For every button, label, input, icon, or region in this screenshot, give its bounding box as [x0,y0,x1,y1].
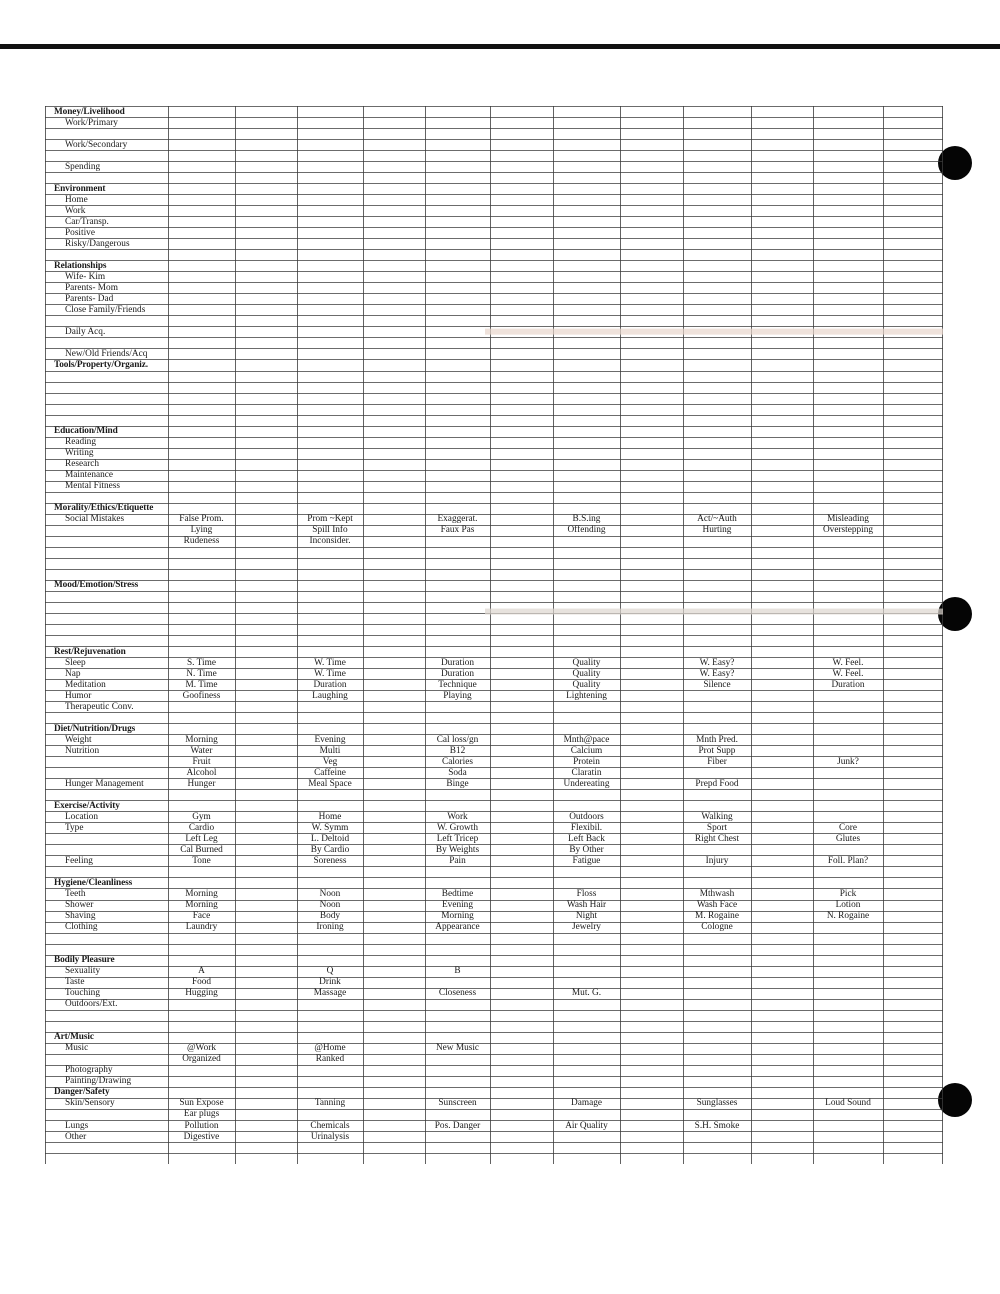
section-heading: Rest/Rejuvenation [54,646,126,657]
tracking-item: L. Deltoid [310,833,350,844]
row-label: Touching [65,988,100,999]
row-label: Type [65,822,84,833]
tracking-item: Binge [446,778,469,789]
tracking-item: New Music [435,1043,480,1054]
tracking-item: Core [838,822,858,833]
row-label: Work/Secondary [65,139,128,150]
row-label: Risky/Dangerous [65,238,130,249]
tracking-item: Air Quality [565,1120,608,1131]
tracking-item: Quality [572,679,601,690]
tracking-item: Night [575,911,598,922]
tracking-item: Lying [190,525,213,536]
row-label: Sexuality [65,966,101,977]
tracking-item: W. Easy? [699,668,735,679]
tracking-item: Overstepping [822,525,874,536]
tracking-item: Ranked [315,1054,345,1065]
tracking-item: Glutes [835,833,861,844]
tracking-item: Laundry [185,922,218,933]
scan-top-edge [0,44,1000,49]
tracking-item: Pos. Danger [434,1120,481,1131]
row-label: Home [65,194,88,205]
tracking-item: Noon [319,900,341,911]
tracking-item: N. Rogaine [826,911,870,922]
tracking-item: Fatigue [572,856,601,867]
tracking-item: Bedtime [441,889,474,900]
tracking-item: Hugging [185,988,218,999]
tracking-item: Evening [442,900,473,911]
tracking-item: Lotion [835,900,861,911]
tracking-item: B [454,966,461,977]
row-label: Taste [65,977,85,988]
tracking-item: W. Time [314,668,346,679]
tracking-item: Morning [185,889,218,900]
tracking-item: Work [447,811,468,822]
section-heading: Education/Mind [54,426,118,437]
tracking-item: Massage [313,988,347,999]
tracking-item: Sport [706,822,728,833]
tracking-item: Soreness [313,856,347,867]
tracking-item: Left Tricep [436,833,479,844]
tracking-item: Undereating [563,778,610,789]
tracking-item: M. Time [185,679,218,690]
row-label: Positive [65,227,95,238]
tracking-item: Body [319,911,341,922]
tracking-item: Inconsider. [309,536,351,547]
row-label: Meditation [65,679,106,690]
binder-hole-top [938,146,972,180]
tracking-item: Silence [703,679,731,690]
tracking-item: Wash Face [696,900,738,911]
tracking-item: Injury [705,856,729,867]
tracking-item: Chemicals [310,1120,350,1131]
tracking-item: @Home [314,1043,346,1054]
tracking-item: Digestive [183,1131,220,1142]
tracking-item: Hurting [702,525,732,536]
row-label: Writing [65,448,94,459]
row-label: Work/Primary [65,117,118,128]
tracking-item: Cal loss/gn [436,734,479,745]
tracking-item: S.H. Smoke [694,1120,740,1131]
row-label: Maintenance [65,470,114,481]
tracking-item: Food [191,977,212,988]
tracking-item: B12 [449,745,466,756]
row-label: Feeling [65,856,93,867]
tracking-item: W. Feel. [832,668,864,679]
tracking-item: Q [326,966,334,977]
row-label: Weight [65,734,92,745]
tracking-item: B.S.ing [572,514,601,525]
tracking-item: Mut. G. [571,988,602,999]
tracking-item: Floss [576,889,597,900]
tracking-item: Act/~Auth [697,514,737,525]
section-heading: Exercise/Activity [54,800,120,811]
tracking-item: Duration [440,657,475,668]
section-heading: Environment [54,183,106,194]
tracking-item: Exaggerat. [437,514,478,525]
row-label: Shaving [65,911,96,922]
row-label: Nap [65,668,81,679]
tracking-item: Home [318,811,342,822]
tracking-item: Urinalysis [310,1131,350,1142]
tracking-item: Walking [701,811,733,822]
tracking-item: Cologne [701,922,733,933]
row-label: Therapeutic Conv. [65,701,134,712]
tracking-item: Lightening [566,690,607,701]
section-heading: Relationships [54,260,107,271]
tracking-item: Mthwash [699,889,735,900]
row-label: Photography [65,1065,113,1076]
binder-hole-bottom [938,1083,972,1117]
row-label: Social Mistakes [65,514,125,525]
section-heading: Tools/Property/Organiz. [54,360,149,371]
tracking-item: Jewelry [572,922,601,933]
tracking-item: Morning [185,734,218,745]
tracking-item: Pollution [184,1120,219,1131]
tracking-item: Sunscreen [438,1098,477,1109]
tracking-item: Foll. Plan? [827,856,869,867]
tracking-item: Duration [831,679,865,690]
tracking-item: Calories [442,756,473,767]
row-label: Daily Acq. [65,327,106,338]
tracking-item: False Prom. [179,514,224,525]
tracking-item: W. Feel. [832,657,864,668]
row-label: Painting/Drawing [65,1076,132,1087]
row-label: Parents- Mom [65,282,118,293]
tracking-item: Left Leg [185,833,218,844]
row-label: Music [65,1043,89,1054]
tracking-item: Protein [573,756,600,767]
tracking-item: Junk? [837,756,859,767]
row-label: Hunger Management [65,778,144,789]
row-label: Reading [65,437,96,448]
tracking-item: Veg [322,756,338,767]
tracking-item: Goofiness [182,690,221,701]
section-heading: Morality/Ethics/Etiquette [54,503,154,514]
paper-fold-mark [485,609,943,615]
row-label: Clothing [65,922,98,933]
tracking-item: Wash Hair [566,900,607,911]
section-heading: Hygiene/Cleanliness [54,878,133,889]
tracking-item: Evening [314,734,346,745]
section-heading: Bodily Pleasure [54,955,115,966]
tracking-item: Noon [319,889,341,900]
tracking-item: Prom ~Kept [307,514,353,525]
tracking-item: Rudeness [183,536,220,547]
tracking-item: Playing [443,690,472,701]
tracking-item: By Cardio [310,844,350,855]
tracking-item: Prepd Food [695,778,739,789]
tracking-item: Loud Sound [825,1098,871,1109]
tracking-item: By Other [569,844,604,855]
tracking-item: Technique [438,679,477,690]
tracking-item: Alcohol [186,767,217,778]
tracking-item: Cardio [188,822,215,833]
tracking-item: S. Time [187,657,216,668]
tracking-item: Fruit [192,756,211,767]
tracking-item: Sunglasses [696,1098,738,1109]
tracking-item: Soda [448,767,467,778]
tracking-item: Gym [192,811,211,822]
tracking-item: Morning [185,900,218,911]
tracking-item: Outdoors [569,811,604,822]
tracking-item: Claratin [571,767,602,778]
tracking-item: Pain [449,856,466,867]
tracking-item: Duration [440,668,475,679]
tracking-item: Prot Supp [698,745,736,756]
row-label: Parents- Dad [65,293,114,304]
row-label: Research [65,459,100,470]
tracking-item: N. Time [186,668,217,679]
tracking-item: Offending [567,525,606,536]
row-label: Location [65,811,99,822]
tracking-item: Flexibil. [570,822,603,833]
row-label: Lungs [65,1120,89,1131]
row-label: Sleep [65,657,86,668]
row-label: Car/Transp. [65,216,109,227]
tracking-worksheet [45,106,943,1164]
tracking-item: Spill Info [312,525,348,536]
tracking-item: By Weights [435,844,480,855]
tracking-item: Organized [182,1054,221,1065]
section-heading: Danger/Safety [54,1087,110,1098]
tracking-item: Water [190,745,213,756]
tracking-item: Multi [319,745,341,756]
worksheet-grid [45,106,943,1164]
tracking-item: Hunger [187,778,216,789]
tracking-item: Laughing [312,690,348,701]
row-label: Shower [65,900,94,911]
tracking-item: Tone [192,856,211,867]
binder-hole-middle [938,597,972,631]
row-label: Close Family/Friends [65,304,146,315]
tracking-item: Closeness [438,988,477,999]
tracking-item: Ironing [316,922,344,933]
section-heading: Mood/Emotion/Stress [54,580,139,591]
row-label: Outdoors/Ext. [65,999,118,1010]
tracking-item: Drink [319,977,341,988]
row-label: Wife- Kim [65,271,106,282]
tracking-item: Caffeine [314,767,346,778]
row-label: Teeth [65,889,86,900]
tracking-item: W. Growth [437,822,478,833]
row-label: Nutrition [65,745,100,756]
tracking-item: Sun Expose [179,1098,224,1109]
tracking-item: Morning [441,911,474,922]
row-label: Skin/Sensory [65,1098,115,1109]
section-heading: Art/Music [54,1032,94,1043]
row-label: Spending [65,161,101,172]
row-label: New/Old Friends/Acq [65,349,148,360]
tracking-item: Mnth@pace [563,734,610,745]
row-label: Mental Fitness [65,481,121,492]
row-label: Other [65,1131,87,1142]
tracking-item: Meal Space [308,778,352,789]
tracking-item: Fiber [707,756,727,767]
tracking-item: Quality [572,657,601,668]
tracking-item: Quality [572,668,601,679]
tracking-item: Damage [571,1098,602,1109]
tracking-item: Duration [313,679,347,690]
tracking-item: Right Chest [694,833,740,844]
tracking-item: Appearance [435,922,480,933]
tracking-item: W. Easy? [699,657,735,668]
tracking-item: Faux Pas [440,525,475,536]
paper-fold-mark [485,329,943,335]
tracking-item: Pick [839,889,857,900]
section-heading: Diet/Nutrition/Drugs [54,723,136,734]
tracking-item: Face [192,911,211,922]
tracking-item: W. Symm [311,822,349,833]
tracking-item: Ear plugs [183,1109,220,1120]
tracking-item: Cal Burned [180,844,223,855]
tracking-item: Calcium [570,745,603,756]
row-label: Work [65,205,86,216]
tracking-item: M. Rogaine [695,911,739,922]
tracking-item: @Work [187,1043,216,1054]
section-heading: Money/Livelihood [54,106,125,117]
tracking-item: Tanning [314,1098,346,1109]
tracking-item: W. Time [314,657,346,668]
tracking-item: Misleading [827,514,869,525]
tracking-item: Mnth Pred. [696,734,738,745]
tracking-item: Left Back [568,833,605,844]
row-label: Humor [65,690,92,701]
tracking-item: A [198,966,205,977]
